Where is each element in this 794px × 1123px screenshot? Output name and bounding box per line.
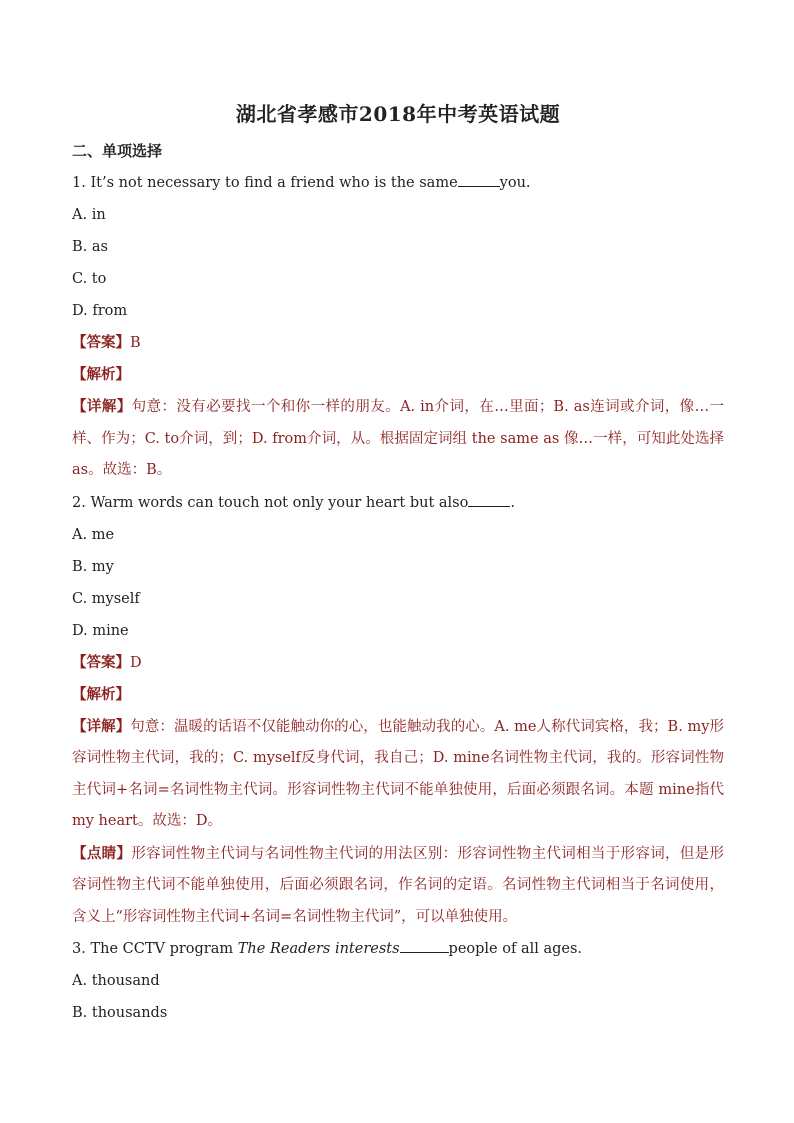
answer-line [72,327,724,359]
section-heading: 二、单项选择 [72,142,163,160]
detail-tag: 【详解】 [72,717,131,735]
question-3-stem-end: people of all ages. [448,941,583,957]
analysis-line [72,679,724,711]
analysis-line [72,359,724,391]
option-b: B. as [72,239,108,255]
question-1-stem: 1. It’s not necessary to find a friend who is the same [72,175,458,191]
analysis-tag: 【解析】 [72,685,130,703]
detail-text: 句意：没有必要找一个和你一样的朋友。A. in介词，在…里面；B. as连词或介词，像…一样、作为；C. to介词，到；D. from介词，从。根据固定词组 the same as 像…一样，可知此处选择 as。故选：B。 [72,399,725,478]
answer-value: B [130,335,141,351]
option-b: B. thousands [72,1005,168,1021]
question-2 [72,487,724,519]
detail-tag: 【详解】 [72,398,132,415]
answer-tag: 【答案】 [72,653,130,671]
key-point-paragraph [72,838,724,934]
detail-paragraph [72,391,724,487]
option-a: A. in [72,207,106,223]
answer-blank [468,492,510,507]
program-title: The Readers interests [237,941,400,957]
question-3 [72,933,724,965]
option-d: D. mine [72,622,129,639]
question-1 [72,167,724,199]
detail-paragraph [72,711,724,838]
analysis-tag: 【解析】 [72,366,130,383]
question-2-stem: 2. Warm words can touch not only your heart but also [72,494,469,511]
answer-tag: 【答案】 [72,334,130,351]
option-b: B. my [72,558,114,575]
answer-blank [458,172,500,187]
option-d: D. from [72,303,128,319]
answer-line [72,647,724,679]
option-c: C. to [72,271,107,287]
key-point-tag: 【点睛】 [72,844,132,862]
option-c: C. myself [72,590,140,607]
answer-value: D [130,654,142,671]
option-a: A. me [72,526,115,543]
question-2-stem-end: . [510,494,515,511]
option-a: A. thousand [72,973,160,989]
question-1-stem-end: you. [499,175,531,191]
question-3-stem: 3. The CCTV program [72,941,238,957]
page-title: 湖北省孝感市2018年中考英语试题 [235,102,561,126]
key-point-text: 形容词性物主代词与名词性物主代词的用法区别：形容词性物主代词相当于形容词，但是形容词性物主代词不能单独使用，后面必须跟名词，作名词的定语。名词性物主代词相当于名词使用，含义上“形容词性物主代词+名词=名词性物主代词”，可以单独使用。 [72,845,725,925]
detail-text: 句意：温暖的话语不仅能触动你的心，也能触动我的心。A. me人称代词宾格，我；B. my形容词性物主代词，我的；C. myself反身代词，我自己；D. mine名词性物主代词，我的。形容词性物主代词+名词=名词性物主代词。形容词性物主代词不能单独使用，后面必须跟名词。本题 mine指代 my heart。故选：D。 [72,718,724,829]
answer-blank [400,938,449,953]
